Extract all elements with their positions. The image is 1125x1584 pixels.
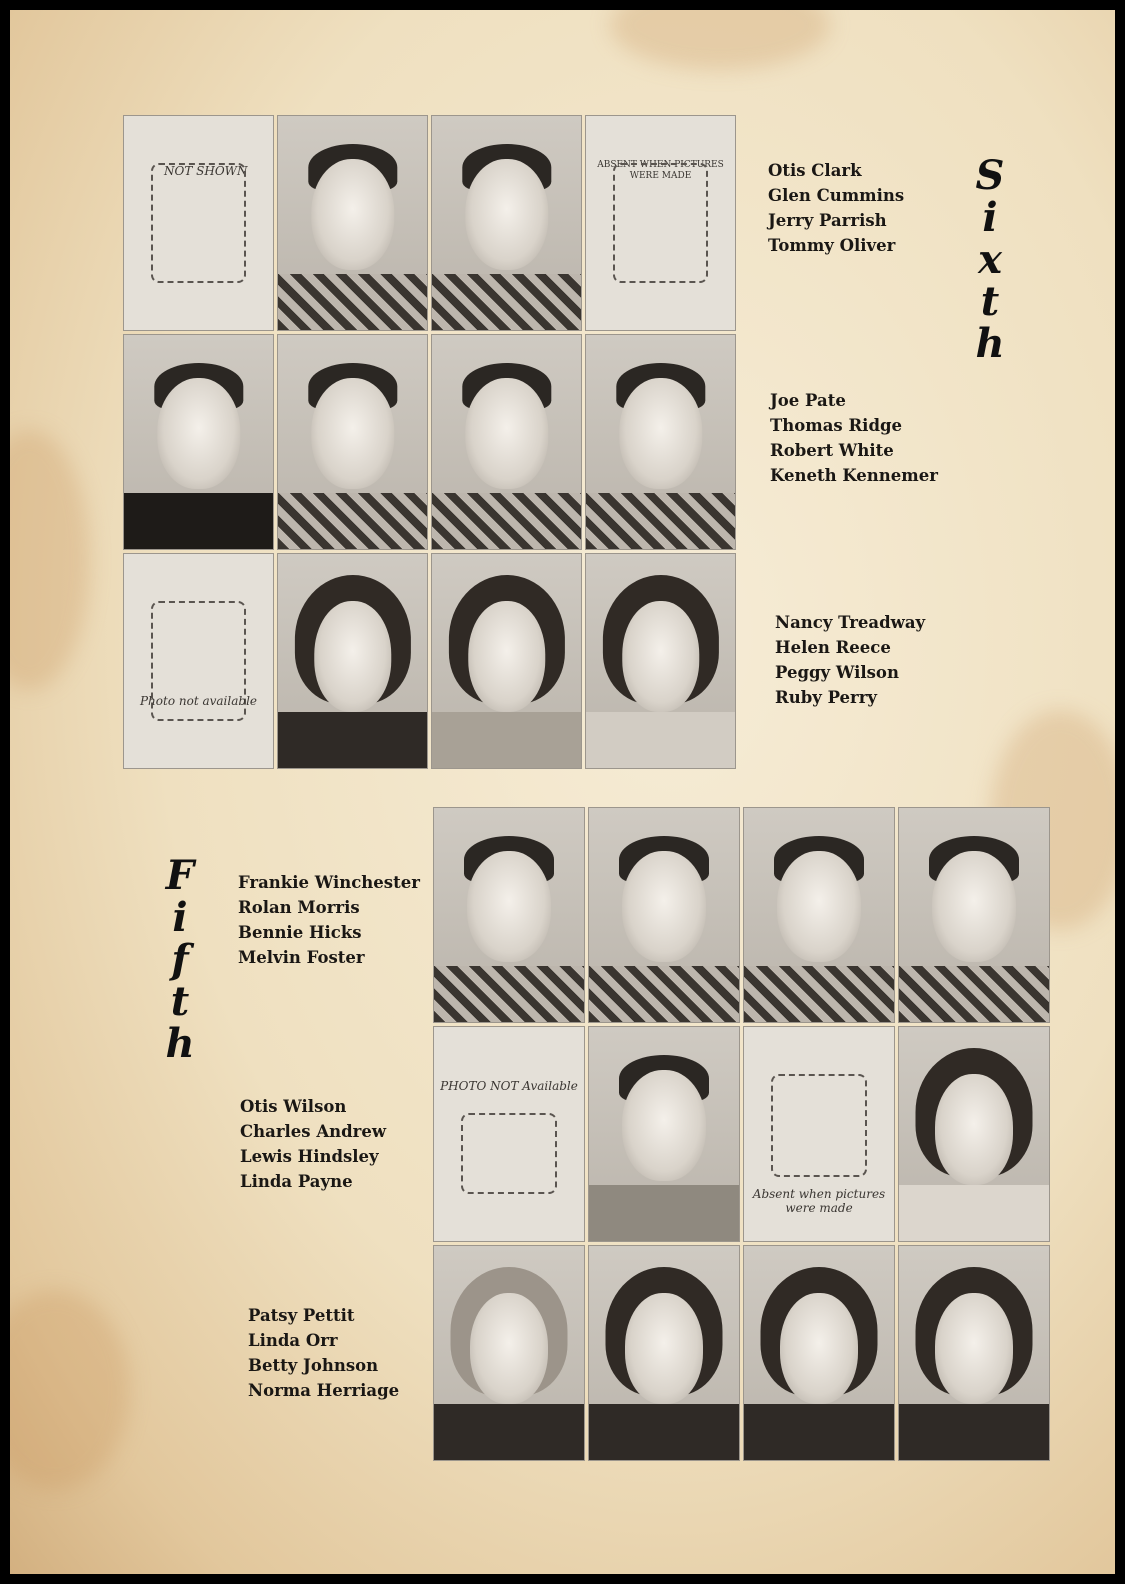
student-name: Joe Pate <box>770 391 846 410</box>
student-name: Thomas Ridge <box>770 416 903 435</box>
student-photo <box>588 1026 740 1242</box>
student-name: Linda Orr <box>248 1331 338 1350</box>
student-photo <box>898 807 1050 1023</box>
sixth-names-group-2 <box>770 388 938 488</box>
student-name: Rolan Morris <box>238 898 360 917</box>
student-name: Melvin Foster <box>238 948 365 967</box>
student-name: Glen Cummins <box>768 186 905 205</box>
student-name: Betty Johnson <box>248 1356 379 1375</box>
student-name: Ruby Perry <box>775 688 878 707</box>
student-photo <box>433 807 585 1023</box>
student-photo <box>433 1245 585 1461</box>
student-photo <box>431 115 582 331</box>
student-photo <box>588 807 740 1023</box>
fifth-grade-photo-grid <box>433 807 1050 1461</box>
grade-heading-fifth: F i f t h <box>165 852 195 1067</box>
photo-placeholder-not-available: Photo not available <box>123 553 274 769</box>
student-photo <box>277 553 428 769</box>
sixth-names-group-1 <box>768 158 904 258</box>
photo-placeholder-absent: ABSENT WHEN PICTURES WERE MADE <box>585 115 736 331</box>
student-photo <box>898 1026 1050 1242</box>
student-name: Frankie Winchester <box>238 873 420 892</box>
student-photo <box>585 334 736 550</box>
sixth-names-group-3 <box>775 610 925 710</box>
student-photo <box>277 115 428 331</box>
student-name: Lewis Hindsley <box>240 1147 379 1166</box>
student-photo <box>277 334 428 550</box>
student-name: Tommy Oliver <box>768 236 896 255</box>
student-name: Norma Herriage <box>248 1381 400 1400</box>
student-name: Otis Wilson <box>240 1097 347 1116</box>
student-photo <box>743 1245 895 1461</box>
student-name: Otis Clark <box>768 161 862 180</box>
fifth-names-group-2 <box>240 1094 386 1194</box>
student-photo <box>431 334 582 550</box>
sixth-grade-photo-grid <box>123 115 736 769</box>
yearbook-page <box>10 10 1115 1574</box>
student-name: Nancy Treadway <box>775 613 926 632</box>
student-name: Robert White <box>770 441 894 460</box>
photo-placeholder-not-shown: NOT SHOWN <box>123 115 274 331</box>
student-name: Bennie Hicks <box>238 923 362 942</box>
fifth-names-group-1 <box>238 870 420 970</box>
student-photo <box>898 1245 1050 1461</box>
student-name: Jerry Parrish <box>768 211 887 230</box>
student-photo <box>123 334 274 550</box>
student-name: Helen Reece <box>775 638 891 657</box>
student-name: Patsy Pettit <box>248 1306 355 1325</box>
student-photo <box>743 807 895 1023</box>
student-name: Linda Payne <box>240 1172 353 1191</box>
photo-placeholder-not-available: PHOTO NOT Available <box>433 1026 585 1242</box>
student-photo <box>431 553 582 769</box>
photo-placeholder-absent: Absent when pictures were made <box>743 1026 895 1242</box>
student-name: Peggy Wilson <box>775 663 899 682</box>
student-name: Keneth Kennemer <box>770 466 938 485</box>
student-photo <box>588 1245 740 1461</box>
grade-heading-sixth: S i x t h <box>975 152 1005 367</box>
fifth-names-group-3 <box>248 1303 399 1403</box>
student-name: Charles Andrew <box>240 1122 387 1141</box>
student-photo <box>585 553 736 769</box>
